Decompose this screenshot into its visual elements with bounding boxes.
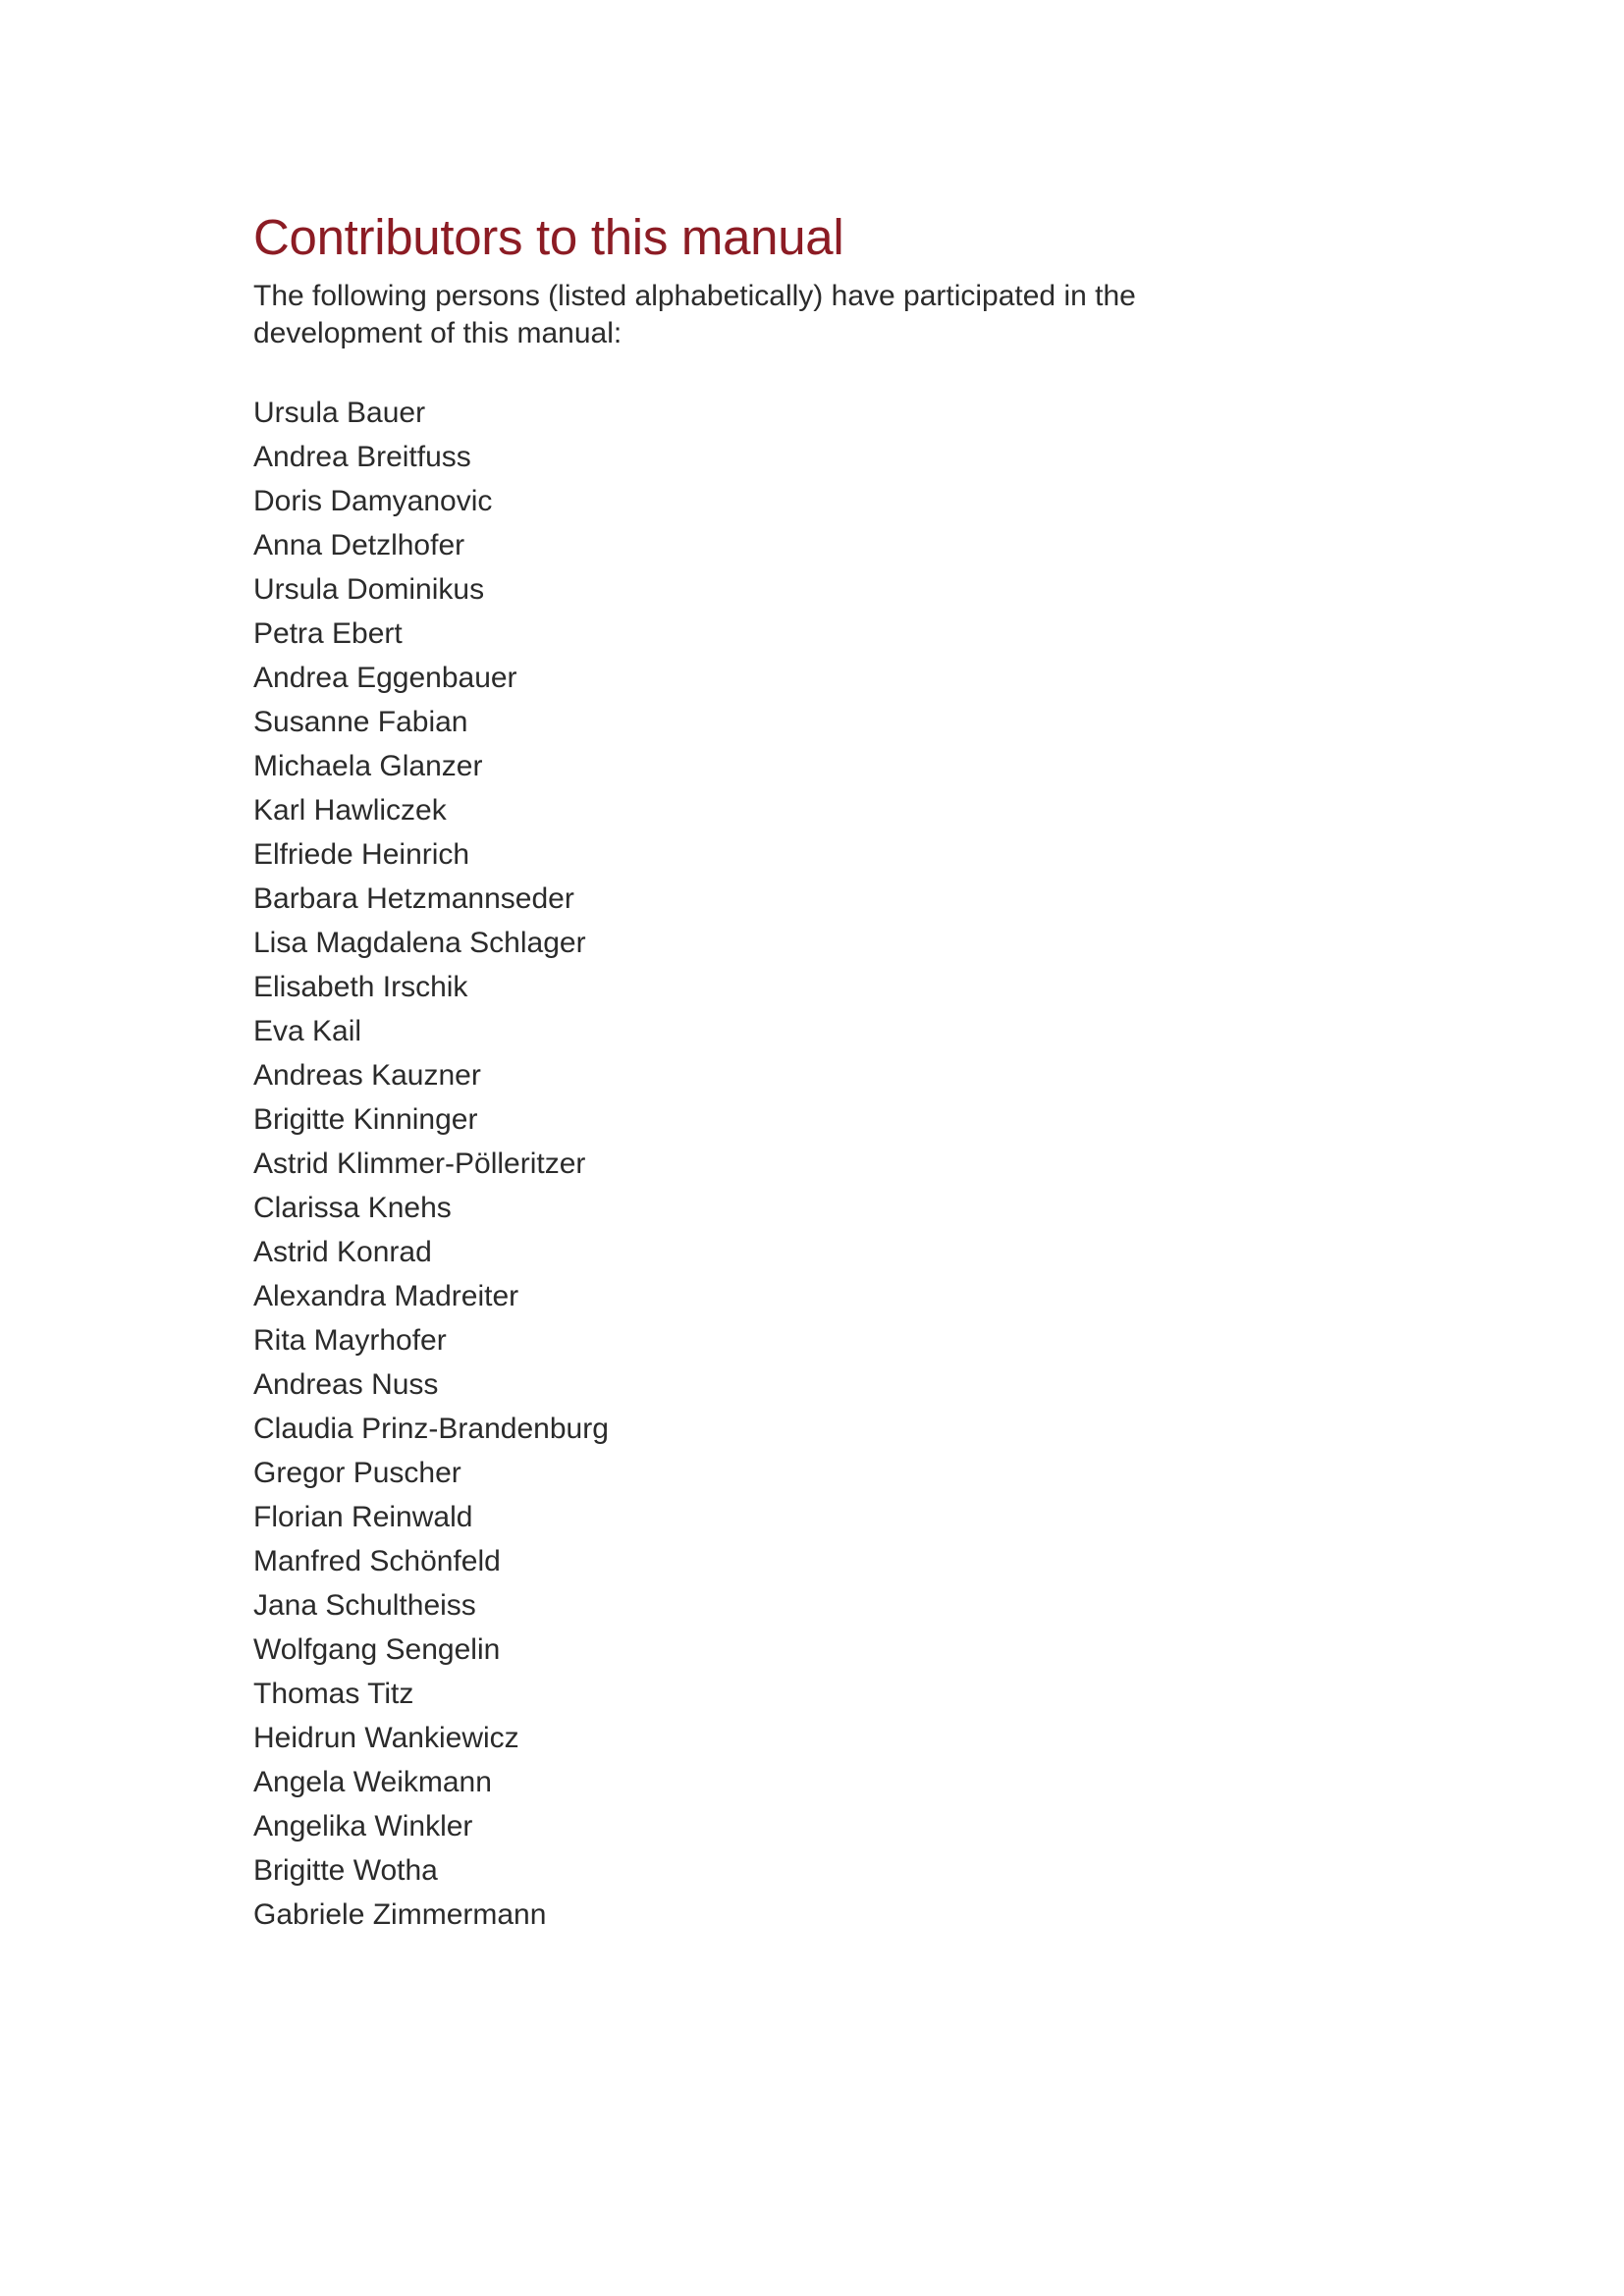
contributor-name: Brigitte Kinninger xyxy=(253,1103,478,1136)
contributor-name: Petra Ebert xyxy=(253,617,403,650)
contributor-name: Gabriele Zimmermann xyxy=(253,1898,547,1931)
contributor-name: Elfriede Heinrich xyxy=(253,838,470,871)
contributor-name: Andreas Kauzner xyxy=(253,1059,481,1092)
contributor-name: Gregor Puscher xyxy=(253,1457,461,1489)
contributor-name: Clarissa Knehs xyxy=(253,1192,452,1224)
contributor-name: Angelika Winkler xyxy=(253,1810,473,1842)
contributor-name: Manfred Schönfeld xyxy=(253,1545,501,1577)
intro-paragraph: The following persons (listed alphabetically) have participated in the development of this manual: xyxy=(253,280,1136,349)
contributor-name: Elisabeth Irschik xyxy=(253,971,468,1003)
contributor-name: Rita Mayrhofer xyxy=(253,1324,447,1357)
contributor-name: Ursula Dominikus xyxy=(253,573,485,606)
contributor-name: Claudia Prinz-Brandenburg xyxy=(253,1413,609,1445)
page-title: Contributors to this manual xyxy=(253,209,844,265)
contributor-name: Andreas Nuss xyxy=(253,1368,439,1401)
contributor-name: Florian Reinwald xyxy=(253,1501,473,1533)
contributor-name: Wolfgang Sengelin xyxy=(253,1633,501,1666)
contributor-name: Andrea Breitfuss xyxy=(253,441,471,473)
contributor-name: Angela Weikmann xyxy=(253,1766,492,1798)
contributor-name: Barbara Hetzmannseder xyxy=(253,882,574,915)
contributor-name: Alexandra Madreiter xyxy=(253,1280,519,1312)
contributor-name: Ursula Bauer xyxy=(253,397,426,429)
contributor-name: Astrid Klimmer-Pölleritzer xyxy=(253,1148,586,1180)
contributor-name: Lisa Magdalena Schlager xyxy=(253,927,586,959)
contributor-name: Eva Kail xyxy=(253,1015,362,1047)
contributors-list xyxy=(253,391,1333,1937)
page-content xyxy=(253,201,1333,1937)
contributor-name: Jana Schultheiss xyxy=(253,1589,476,1622)
contributor-name: Susanne Fabian xyxy=(253,706,468,738)
contributor-name: Heidrun Wankiewicz xyxy=(253,1722,519,1754)
contributor-name: Brigitte Wotha xyxy=(253,1854,438,1887)
contributor-name: Thomas Titz xyxy=(253,1678,414,1710)
contributor-name: Anna Detzlhofer xyxy=(253,529,465,561)
contributor-name: Michaela Glanzer xyxy=(253,750,483,782)
contributor-name: Andrea Eggenbauer xyxy=(253,662,517,694)
contributor-name: Doris Damyanovic xyxy=(253,485,493,517)
contributor-name: Astrid Konrad xyxy=(253,1236,432,1268)
contributor-name: Karl Hawliczek xyxy=(253,794,447,827)
